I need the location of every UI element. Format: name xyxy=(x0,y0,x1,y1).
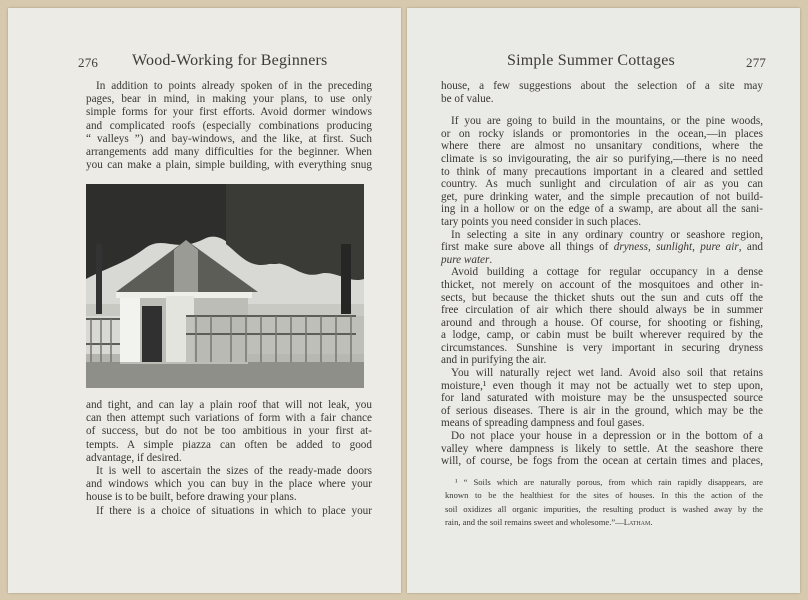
footnote-line: ¹ “ Soils which are naturally porous, from which rain rapidly disappears, are xyxy=(455,477,763,487)
italic-text: pure air xyxy=(700,241,739,254)
text-line: a lodge, camp, or cabin must be built wherever required by the xyxy=(441,329,763,342)
text-line: advantage, if desired. xyxy=(86,451,182,464)
text-line: moisture,¹ even though it may not be actually wet to step upon, xyxy=(441,379,763,392)
right-body-text xyxy=(441,80,763,468)
text-segment: , xyxy=(692,241,701,254)
footnote-line: soil oxidizes all organic impurities, the resulting product is washed away by the xyxy=(445,503,763,514)
text-line: pages, bear in mind, in making your plans, to use only xyxy=(86,93,372,106)
page-number-left: 276 xyxy=(78,55,99,70)
text-line: If you are going to build in the mountains, or the pine woods, xyxy=(451,115,763,128)
text-line: be of value. xyxy=(441,92,494,105)
text-line: You will naturally reject wet land. Avoid also soil that retains xyxy=(451,367,763,380)
text-segment: . xyxy=(489,253,493,266)
text-line: house is to be built, before drawing your plans. xyxy=(86,491,297,504)
left-page xyxy=(8,8,401,593)
text-line: climate is so invigourating, the air so purifying,—there is no need xyxy=(441,152,763,165)
italic-text: pure water xyxy=(441,253,490,266)
page-number-right: 277 xyxy=(746,55,767,70)
running-head-right: Simple Summer Cottages xyxy=(507,52,675,69)
text-line: you can make a plain, simple building, with everything snug xyxy=(86,159,372,172)
footnote-line: known to be the healthiest for the sites of houses. In this the action of the xyxy=(445,490,763,501)
text-line: It is well to ascertain the sizes of the ready-made doors xyxy=(96,464,372,477)
text-line: and tight, and can lay a plain roof that will not leak, you xyxy=(86,399,372,411)
text-line: thicket, not merely on account of the mosquitoes and other in- xyxy=(441,278,763,291)
text-line: simple forms for your first efforts. Avoid dormer windows xyxy=(86,106,372,119)
text-segment: , xyxy=(647,241,657,254)
text-line: “ valleys ”) and bay-windows, and the like, at first. Such xyxy=(86,132,372,145)
text-line: tary points you need consider in such places. xyxy=(441,215,642,228)
text-line: tempts. A simple piazza can often be added to good xyxy=(86,438,372,451)
text-line: circumstances. Sunshine is very important in securing dryness xyxy=(441,341,763,354)
text-line: or on rocky islands or promontories in the ocean,—in places xyxy=(441,127,763,140)
text-line: of success, but do not be too ambitious in your first at- xyxy=(86,425,372,438)
text-segment: rain, and the soil remains sweet and wholesome.”— xyxy=(445,517,624,528)
cottage-photograph xyxy=(86,184,364,388)
text-line: and windows which you can buy in the place where your xyxy=(86,478,372,491)
text-line: will, of course, be fogs from the ocean at certain times and places, xyxy=(441,455,763,468)
text-line: get, pure drinking water, and the simple precaution of not build- xyxy=(441,190,763,203)
text-line: arrangements add many difficulties for the beginner. When xyxy=(86,145,372,158)
text-line: In selecting a site in any ordinary country or seashore region, xyxy=(451,228,763,241)
text-line: means of spreading dampness and foul gases. xyxy=(441,417,645,430)
text-line: valley where dampness is likely to settle. At the seashore there xyxy=(441,442,763,455)
text-line: free circulation of air which there should always be in summer xyxy=(441,304,763,317)
italic-text: sunlight xyxy=(656,241,693,254)
left-top-text xyxy=(86,80,372,172)
text-line xyxy=(441,254,763,267)
text-segment: , and xyxy=(738,241,764,254)
text-line: for land saturated with moisture may be the unsuspected source xyxy=(441,392,763,405)
text-line: sects, but because the thicket shuts out the sun and cuts off the xyxy=(441,291,763,304)
text-line: If there is a choice of situations in which to place your xyxy=(96,504,372,517)
right-page xyxy=(407,8,800,593)
text-line: around and through a house. Of course, for shooting or fishing, xyxy=(441,316,763,329)
text-line: can then attempt such variations of form with a fair chance xyxy=(86,412,372,425)
text-line: ing in a hollow or on the edge of a swamp, are about all the sani- xyxy=(441,203,763,216)
text-line: Avoid building a cottage for regular occupancy in a dense xyxy=(451,266,763,279)
text-line: In addition to points already spoken of in the preceding xyxy=(96,80,372,92)
text-line xyxy=(441,241,763,254)
running-head-left: Wood-Working for Beginners xyxy=(132,52,328,69)
text-line: of serious diseases. There is air in the ground, which may be the xyxy=(441,404,763,417)
left-bottom-text xyxy=(86,399,372,518)
text-line: Do not place your house in a depression or in the bottom of a xyxy=(451,430,763,443)
footnote xyxy=(445,476,763,530)
paragraph-gap xyxy=(441,105,763,115)
text-line: and in purifying the air. xyxy=(441,354,547,367)
footnote-line xyxy=(445,516,763,529)
italic-text: dryness xyxy=(613,241,648,254)
text-line: and complicated roofs (especially combinations producing xyxy=(86,119,372,132)
text-line: to think of many precautions important in a cleared and settled xyxy=(441,165,763,178)
text-segment: first make sure above all things of xyxy=(441,241,614,254)
text-line: where there are almost no unsanitary conditions, where the xyxy=(441,140,763,153)
text-line: country. As much sunlight and circulation of air as you can xyxy=(441,178,763,191)
text-segment: . xyxy=(650,517,653,528)
text-segment: Latham xyxy=(623,517,651,528)
text-line: house, a few suggestions about the selection of a site may xyxy=(441,80,763,92)
